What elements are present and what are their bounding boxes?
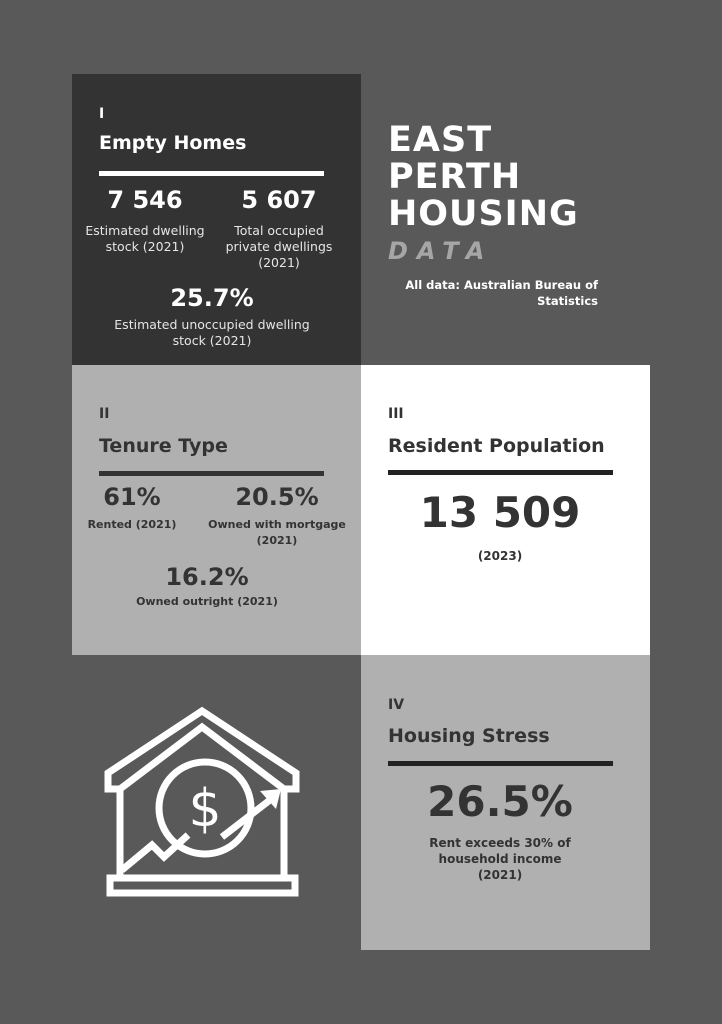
house-dollar-growth-icon: [100, 705, 305, 905]
section-title: Tenure Type: [99, 435, 228, 457]
section-title: Resident Population: [388, 435, 605, 457]
mortgage-label: Owned with mortgage (2021): [208, 518, 346, 547]
section-title: Empty Homes: [99, 132, 247, 154]
resident-population-panel: [361, 365, 650, 655]
tenure-type-panel: [72, 365, 361, 655]
title-block: [388, 122, 628, 265]
occupied-dwellings-label: Total occupied private dwellings (2021): [225, 223, 333, 270]
population-value: 13 509: [419, 488, 581, 537]
divider: [388, 470, 613, 475]
title-line-3: HOUSING: [388, 194, 579, 234]
title-subtitle: DATA: [388, 237, 494, 265]
unoccupied-value: 25.7%: [170, 284, 254, 312]
section-numeral: IV: [388, 697, 405, 713]
empty-homes-panel: [72, 74, 361, 365]
section-numeral: I: [99, 106, 105, 122]
population-label: (2023): [477, 549, 523, 563]
svg-text:$: $: [188, 779, 222, 839]
dwelling-stock-label: Estimated dwelling stock (2021): [85, 223, 205, 254]
outright-label: Owned outright (2021): [136, 595, 278, 608]
mortgage-value: 20.5%: [235, 483, 319, 511]
outright-value: 16.2%: [165, 563, 249, 591]
rented-label: Rented (2021): [87, 518, 177, 531]
title-line-2: PERTH: [388, 157, 522, 197]
rented-value: 61%: [103, 483, 161, 511]
housing-stress-panel: [361, 655, 650, 950]
section-title: Housing Stress: [388, 725, 550, 747]
title-line-1: EAST: [388, 120, 493, 160]
unoccupied-label: Estimated unoccupied dwelling stock (2021): [114, 317, 310, 348]
divider: [99, 471, 324, 476]
housing-stress-value: 26.5%: [427, 777, 573, 826]
section-numeral: II: [99, 406, 110, 422]
housing-stress-label: Rent exceeds 30% of household income (2021): [429, 836, 571, 882]
occupied-dwellings-value: 5 607: [241, 186, 317, 214]
source-note: All data: Australian Bureau of Statistics: [405, 278, 598, 308]
divider: [388, 761, 613, 766]
section-numeral: III: [388, 406, 404, 422]
dwelling-stock-value: 7 546: [107, 186, 183, 214]
divider: [99, 171, 324, 176]
